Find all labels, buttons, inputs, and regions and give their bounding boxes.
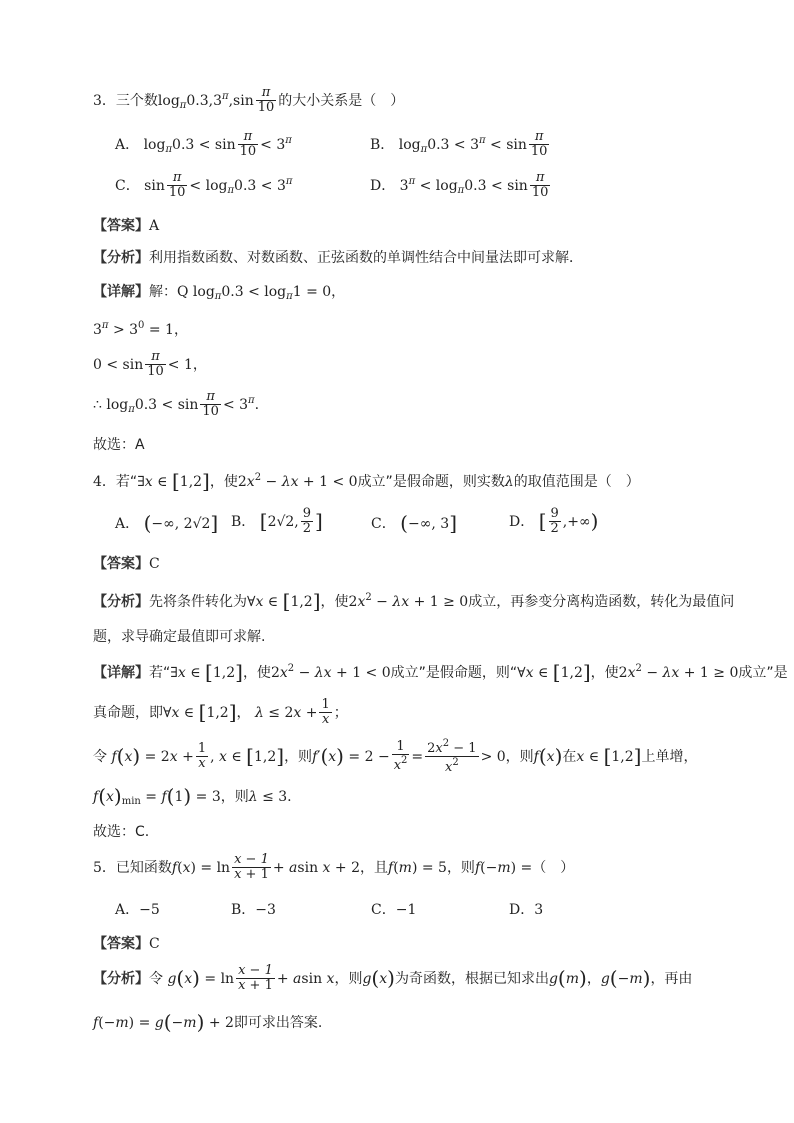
q3-detail-4: ∴ $\log_\pi 0.3 < \sin$ $\frac{\pi}{10}$ < $3^\pi$. bbox=[93, 389, 260, 420]
q4-option-a[interactable]: A． (−∞, 2√2] bbox=[115, 511, 219, 535]
q4-selection: 故选：C. bbox=[93, 824, 150, 840]
q4-detail-text-g: 令 bbox=[93, 748, 107, 765]
q3-analysis bbox=[93, 247, 794, 267]
q3-detail-3: 0 < sin $\frac{\pi}{10}$ < 1， bbox=[93, 349, 207, 380]
answer-tag: 【答案】 bbox=[93, 556, 149, 572]
q3-detail-2: $3^\pi > 3^0 = 1$， bbox=[93, 320, 188, 338]
q4-analysis-2: 题，求导确定最值即可求解. bbox=[93, 629, 266, 645]
q5-answer-value: C bbox=[149, 936, 160, 952]
q5-analysis-text-c: 为奇函数，根据已知求出 bbox=[394, 970, 549, 987]
q4-detail-text-b: ，使 bbox=[242, 665, 271, 681]
detail-tag: 【详解】 bbox=[93, 665, 149, 681]
q4-detail-text-c: 成立”是假命题，则“ bbox=[390, 665, 518, 681]
fraction: $\frac{\pi}{10}$ bbox=[531, 170, 549, 201]
q5-stem-a: 已知函数 bbox=[115, 859, 172, 876]
analysis-tag: 【分析】 bbox=[93, 970, 149, 987]
q4-detail-text-j: 在 bbox=[562, 748, 577, 765]
q3-selection: 故选：A bbox=[93, 437, 145, 453]
q5-analysis-1: 【分析】令 g(x) = ln $\frac{x - 1}{x + 1}$ + asin x，则g(x)为奇函数，根据已知求出g(m)，g(−m)，再由 bbox=[93, 963, 693, 994]
q5-stem-b: ，且 bbox=[360, 859, 388, 876]
fraction: $\frac{\pi}{10}$ bbox=[147, 349, 164, 380]
fraction: $\frac{2x^2 - 1}{x^2}$ bbox=[427, 738, 477, 776]
q4-detail-3: 令 f(x) = 2x + $\frac{1}{x}$ , x ∈ [1,2]，则f′(x) = 2 − $\frac{1}{x^2}$ = $\frac{2x^2 - 1}{x^2}$ > 0，则f(x)在x ∈ [1,2]上单增， bbox=[93, 738, 698, 776]
q4-option-c-label: C． bbox=[371, 516, 396, 532]
q4-answer bbox=[93, 553, 794, 573]
q3-answer bbox=[93, 215, 794, 235]
q3-detail-text-a: 解： bbox=[149, 284, 177, 300]
answer-tag: 【答案】 bbox=[93, 936, 149, 952]
q4-detail-text-k: 上单增， bbox=[641, 748, 698, 765]
q5-analysis-text-b: ，则 bbox=[334, 970, 363, 987]
q3-stem-a: 三个数 bbox=[115, 92, 158, 109]
q5-stem-d: （ ） bbox=[532, 859, 575, 876]
q4-detail-text-d: ，使 bbox=[590, 665, 619, 681]
q4-detail-text-h: ，则 bbox=[284, 748, 313, 765]
q3-option-d-label: D． bbox=[370, 177, 396, 194]
q4-option-d[interactable]: D． [ $\frac{9}{2}$ ,+∞) bbox=[509, 506, 599, 537]
q3-answer-value: A bbox=[149, 218, 160, 234]
q4-stem-d: 的取值范围是（ ） bbox=[513, 474, 640, 490]
q5-analysis-2: f(−m) = g(−m) + 2即可求出答案. bbox=[93, 1010, 323, 1034]
q5-number: 5． bbox=[93, 859, 116, 876]
q4-stem-b: ，使 bbox=[209, 474, 238, 490]
detail-tag: 【详解】 bbox=[93, 284, 149, 300]
fraction: $\frac{\pi}{10}$ bbox=[530, 129, 548, 160]
q4-detail-text-f: 真命题，即 bbox=[93, 704, 163, 721]
q3-option-c-label: C． bbox=[115, 177, 140, 194]
q4-detail-text-l: ，则 bbox=[220, 789, 249, 805]
fraction: $\frac{1}{x}$ bbox=[197, 741, 207, 772]
answer-tag: 【答案】 bbox=[93, 218, 149, 234]
q3-detail-1: 【详解】解：Q $\log_\pi 0.3 < \log_\pi 1 = 0$， bbox=[93, 284, 346, 302]
q5-analysis-text-e: ，再由 bbox=[650, 970, 693, 987]
q3-stem: 3．三个数$\log_\pi 0.3,3^\pi,\sin$ $\frac{\pi}{10}$ 的大小关系是（ ） bbox=[93, 85, 405, 116]
fraction: $\frac{\pi}{10}$ bbox=[168, 170, 186, 201]
fraction: $\frac{9}{2}$ bbox=[302, 506, 312, 537]
q5-analysis-text-d: ， bbox=[586, 970, 601, 987]
q3-stem-b: 的大小关系是（ ） bbox=[278, 92, 405, 109]
fraction: $\frac{x - 1}{x + 1}$ bbox=[234, 852, 269, 883]
q4-stem-c: 成立”是假命题，则实数 bbox=[357, 474, 505, 490]
fraction: $\frac{1}{x^2}$ bbox=[393, 739, 408, 774]
q5-answer bbox=[93, 933, 794, 953]
q4-analysis-text-c: 成立，再参变分离构造函数，转化为最值问 bbox=[468, 594, 735, 610]
q4-option-d-label: D． bbox=[509, 513, 535, 530]
q3-option-a-label: A． bbox=[115, 136, 140, 153]
q4-stem: 4．若“∃x ∈ [1,2]，使$2x^2 - \lambda x + 1 < 0$成立”是假命题，则实数λ的取值范围是（ ） bbox=[93, 469, 640, 493]
q3-option-b[interactable]: B． $\log_\pi 0.3 < 3^\pi < \sin$ $\frac{\pi}{10}$ bbox=[370, 129, 548, 160]
q4-detail-1: 【详解】若“∃x ∈ [1,2]，使$2x^2 - \lambda x + 1 < 0$成立”是假命题，则“∀x ∈ [1,2]，使$2x^2 - \lambda x + 1 \ge 0$成立”是 bbox=[93, 660, 788, 684]
fraction: $\frac{9}{2}$ bbox=[550, 506, 559, 537]
q5-stem-c: ，则 bbox=[446, 859, 475, 876]
q5-analysis-text-f: 即可求出答案. bbox=[233, 1015, 323, 1031]
q5-option-a[interactable]: A．−5 bbox=[115, 902, 160, 918]
fraction: $\frac{x - 1}{x + 1}$ bbox=[238, 963, 273, 994]
fraction: $\frac{\pi}{10}$ bbox=[202, 389, 219, 420]
q4-detail-2: 真命题，即∀x ∈ [1,2]， λ ≤ 2x + $\frac{1}{x}$ ； bbox=[93, 697, 348, 728]
analysis-tag: 【分析】 bbox=[93, 594, 149, 610]
q5-option-d[interactable]: D．3 bbox=[509, 902, 544, 918]
q5-option-b[interactable]: B．−3 bbox=[231, 902, 276, 918]
q4-option-a-label: A． bbox=[115, 516, 140, 532]
q5-option-c[interactable]: C．−1 bbox=[371, 902, 417, 918]
q4-detail-4: $f(x)_{min} = f(1) = 3$，则λ ≤ 3. bbox=[93, 784, 292, 808]
q3-option-d[interactable]: D． $3^\pi < \log_\pi 0.3 < \sin$ $\frac{\pi}{10}$ bbox=[370, 170, 549, 201]
q4-analysis-1: 【分析】先将条件转化为∀x ∈ [1,2]，使$2x^2 - \lambda x + 1 \ge 0$成立，再参变分离构造函数，转化为最值问 bbox=[93, 589, 735, 613]
q4-option-b[interactable]: B． [2√2, $\frac{9}{2}$ ] bbox=[231, 506, 323, 537]
q4-detail-text-i: ，则 bbox=[505, 748, 534, 765]
fraction: $\frac{\pi}{10}$ bbox=[257, 85, 275, 116]
q4-option-b-label: B． bbox=[231, 513, 256, 530]
q5-stem: 5．已知函数f(x) = ln $\frac{x - 1}{x + 1}$ + asin x + 2，且f(m) = 5，则f(−m) =（ ） bbox=[93, 852, 575, 883]
q5-analysis-text-a: 令 bbox=[149, 970, 163, 987]
q4-number: 4． bbox=[93, 474, 116, 490]
q4-detail-text-a: 若“ bbox=[149, 665, 171, 681]
q4-stem-a: 若“ bbox=[115, 474, 138, 490]
fraction: $\frac{1}{x}$ bbox=[321, 697, 330, 728]
q3-option-c[interactable]: C． sin $\frac{\pi}{10}$ < $\log_\pi 0.3 < 3^\pi$ bbox=[115, 170, 293, 201]
q4-option-c[interactable]: C． (−∞, 3] bbox=[371, 511, 457, 535]
q4-detail-text-e: 成立”是 bbox=[738, 665, 788, 681]
q4-analysis-text-a: 先将条件转化为 bbox=[149, 594, 247, 610]
analysis-tag: 【分析】 bbox=[93, 250, 149, 266]
q4-answer-value: C bbox=[149, 556, 160, 572]
q3-option-b-label: B． bbox=[370, 136, 395, 153]
q4-analysis-text-b: ，使 bbox=[320, 594, 349, 610]
q3-number: 3． bbox=[93, 92, 116, 109]
q3-option-a[interactable]: A． $\log_\pi 0.3 < \sin$ $\frac{\pi}{10}$ < $3^\pi$ bbox=[115, 129, 292, 160]
fraction: $\frac{\pi}{10}$ bbox=[239, 129, 257, 160]
q3-analysis-text: 利用指数函数、对数函数、正弦函数的单调性结合中间量法即可求解． bbox=[149, 250, 583, 266]
